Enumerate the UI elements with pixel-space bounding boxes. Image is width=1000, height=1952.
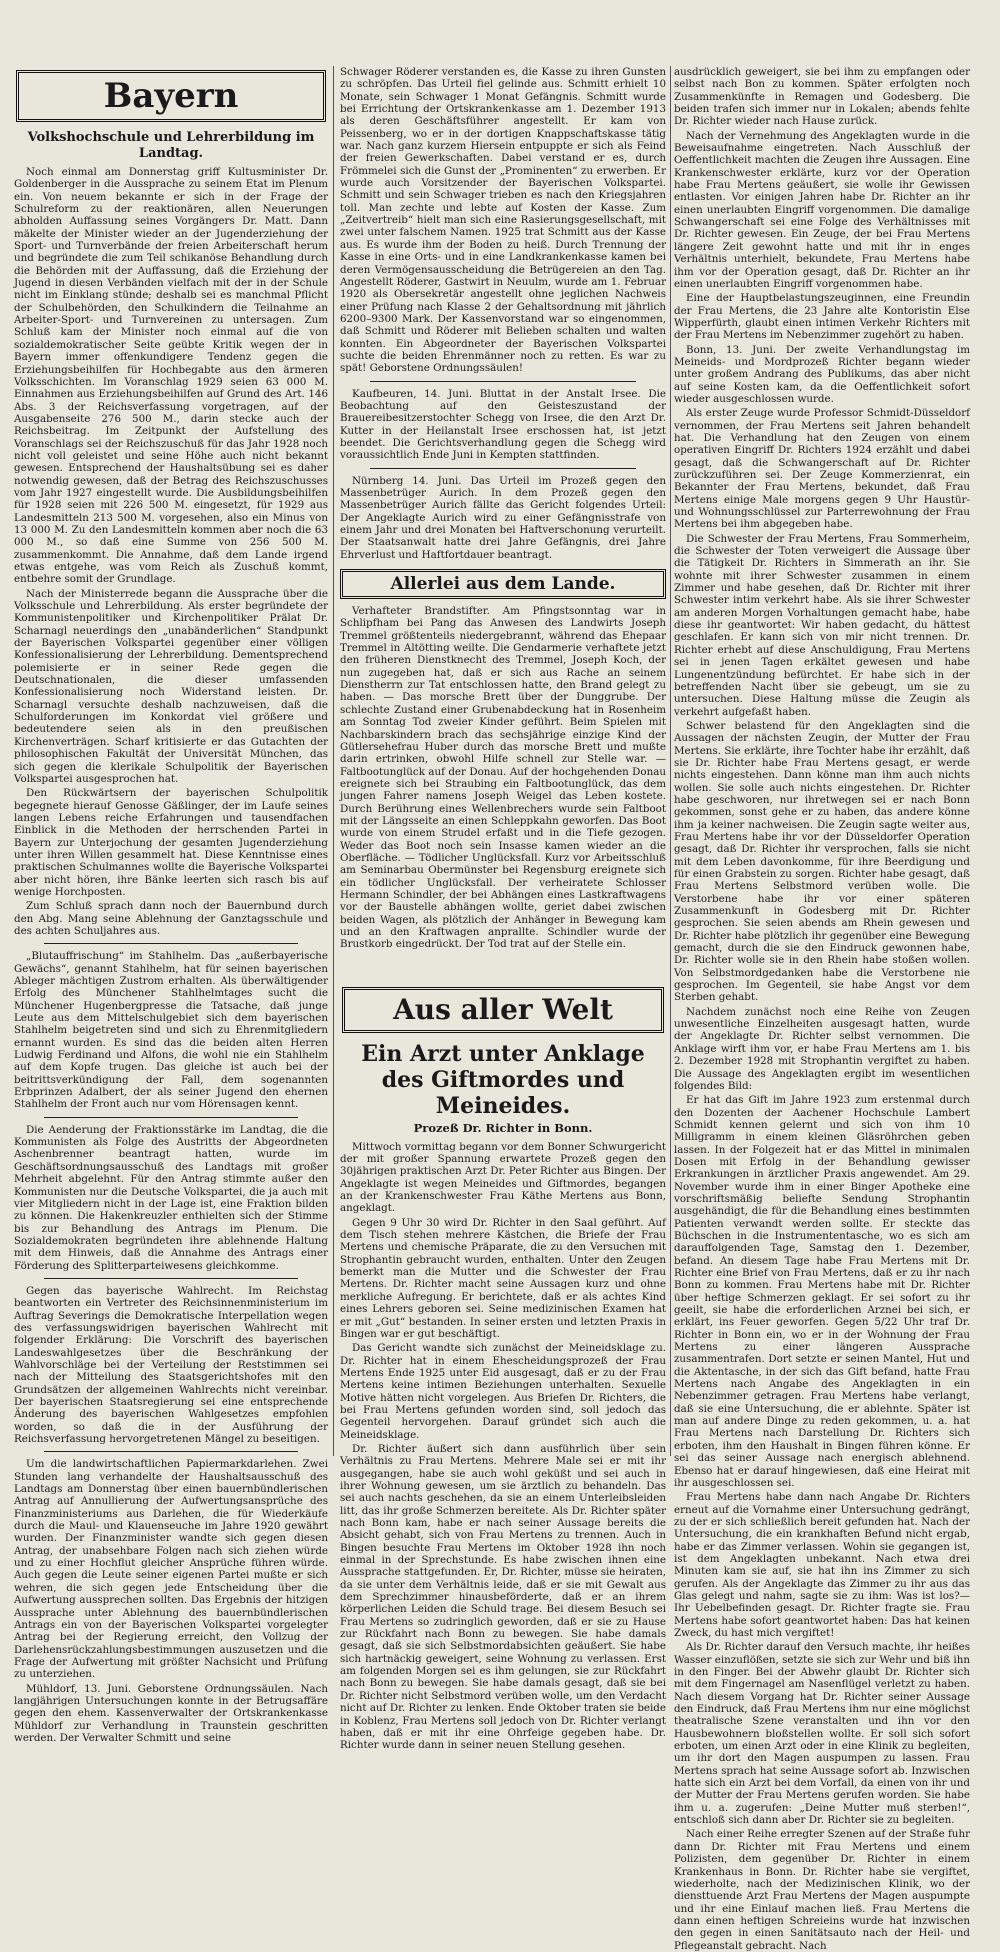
article-subtitle: Prozeß Dr. Richter in Bonn. (413, 1120, 593, 1135)
article-paragraph: Eine der Hauptbelastungszeuginnen, eine Freundin der Frau Mertens, die 23 Jahre alte Kontoristin Else Wipperfürth, glaubt einen intimen Verkehr Richters mit der Frau Mertens im Nebenzimmer zugehört zu haben. (674, 292, 970, 342)
headline-volkshochschule: Volkshochschule und Lehrerbildung im Landtag. (27, 130, 315, 161)
article-paragraph: Bonn, 13. Juni. Der zweite Verhandlungstag im Meineids- und Mordprozeß Richter begann wieder unter großem Andrang des Publikums, das aber nicht auf seine Kosten kam, da die Oeffentlichkeit sofort wieder ausgeschlossen wurde. (674, 343, 970, 405)
divider (370, 381, 636, 382)
divider (370, 468, 636, 469)
article-paragraph: Als erster Zeuge wurde Professor Schmidt-Düsseldorf vernommen, der Frau Mertens seit Jahren behandelt hat. Die Verhandlung hat den Zeugen von einem operativen Eingriff Dr. Richters 1924 erzählt und dabei gesagt, daß die Schwangerschaft auf Dr. Richter zurückzuführen sei. Der Zeuge Kommerzienrat, ein Bekannter der Frau Mertens, bekundet, daß Frau Mertens einige Male morgens gegen 9 Uhr Haustür- und Wohnungsschlüssel zur Parterrewohnung der Frau Mertens bei ihm abgegeben habe. (674, 407, 970, 531)
article-paragraph: Er hat das Gift im Jahre 1923 zum erstenmal durch den Dozenten der Aachener Hochschule Lambert Schmidt kennen gelernt und sich von ihm 10 Milligramm in einem kleinen Gläsröhrchen geben lassen. In der Folgezeit hat er das Mittel in minimalen Dosen mit Erfolg in der Behandlung gewisser Erkrankungen in ärztlicher Praxis angewendet. Am 29. November wurde ihm in einer Binger Apotheke eine vorschriftsmäßig beliefte Sendung Strophantin ausgehändigt, die für die Behandlung eines bestimmten Patienten verwandt werden sollte. Er steckte das Büchschen in die Instrumententasche, wo es sich am darauffolgenden Tage, Samstag den 1. Dezember, befand. An diesem Tage habe Frau Mertens mit Dr. Richter eine Brief von Frau Mertens, daß er zu ihr nach Bonn zu kommen. Frau Mertens habe mit Dr. Richter über heftige Schmerzen geklagt. Er sei sofort zu ihr geeilt, sie habe die erforderlichen Arznei bei sich, er erklärt, ins Feuer geworfen. Gegen 5/22 Uhr traf Dr. Richter in Bonn ein, wo er in der Wohnung der Frau Mertens zu einer längeren Aussprache zusammentrafen. Dort setzte er seinen Mantel, Hut und die Aktentasche, in der sich das Gift befand, hatte Frau Mertens nach Angabe des Angeklagten in ein Nebenzimmer getragen. Frau Mertens habe verlangt, daß sie eine Untersuchung, die er ablehnte. Später ist man auf andere Dinge zu reden gekommen, u. a. hat Frau Mertens nach Darstellung Dr. Richters sich erboten, ihm den Haushalt in Bingen führen könne. Er sei das seiner Aussage nach energisch ablehnend. Ebenso hat er darauf hingewiesen, daß eine Heirat mit ihr ausgeschlossen sei. (674, 1094, 970, 1489)
article-paragraph: Als Dr. Richter darauf den Versuch machte, ihr heißes Wasser einzuflößen, setzte sie sich zur Wehr und biß ihn in den Finger. Bei der Abwehr glaubt Dr. Richter sich mit dem Fingernagel am Nasenflügel verletzt zu haben. Nach diesem Vorgang hat Dr. Richter seiner Aussage den Eindruck, daß Frau Mertens ihm nur eine möglichst theatralische Szene veranstalten und ihn vor den Hausbewohnern bloßstellen wollte. Er soll sich sofort erboten, um einen Arzt oder in eine Klinik zu begleiten, um ihr dort den Magen auspumpen zu lassen. Frau Mertens sprach hat seine Aussage sofort ab. Inzwischen hatte sich ein Arzt bei dem Vorfall, da einen von ihr und der Mutter der Frau Mertens gerufen worden. Sie habe ihm u. a. zugerufen: „Deine Mutter muß sterben!“, entschloß sich dann aber Dr. Richter sie zu begleiten. (674, 1641, 970, 1827)
article-paragraph: Das Gericht wandte sich zunächst der Meineidsklage zu. Dr. Richter hat in einem Ehescheidungsprozeß der Frau Mertens Ende 1925 unter Eid ausgesagt, daß er zu der Frau Mertens keine intimen Beziehungen unterhalten. Sexuelle Motive hätten nicht vorgelegen. Aus Briefen Dr. Richters, die bei Frau Mertens gefunden worden sind, soll jedoch das Gegenteil hervorgehen. Darauf gründet sich auch die Meineidsklage. (340, 1342, 666, 1441)
divider (44, 1278, 298, 1279)
article-paragraph: Zum Schluß sprach dann noch der Bauernbund durch den Abg. Mang seine Ablehnung der Ganztagsschule und des achten Schuljahres aus. (14, 900, 328, 937)
divider (44, 1451, 298, 1452)
news-item-nuernberg: Nürnberg 14. Juni. Das Urteil im Prozeß gegen den Massenbetrüger Aurich. In dem Prozeß gegen den Massenbetrüger Aurich fällte das Gericht folgendes Urteil: Der Angeklagte Aurich wird zu einer Gefängnisstrafe von einem Jahr und drei Monaten bei Haftverschonung verurteilt. Der Staatsanwalt hatte drei Jahre Gefängnis, drei Jahre Ehrverlust und Haftfortdauer beantragt. (340, 474, 666, 561)
article-paragraph: Noch einmal am Donnerstag griff Kultusminister Dr. Goldenberger in die Aussprache zu seinem Etat im Plenum ein. Von neuem bekannte er sich in der Frage der Schulreform zu der reaktionären, allen Neuerungen abholden Auffassung seines Vorgängers Dr. Matt. Dann mäkelte der Minister wieder an der Jugenderziehung der Sport- und Turnverbände der freien Arbeiterschaft herum und begründete die zum Teil schikanöse Behandlung durch die Behörden mit der Auffassung, daß die Erziehung der Jugend in diesen Verbänden vielfach mit der in der Schule nicht im Einklang stünde; deshalb sei es manchmal Pflicht der Schulbehörden, den Schulkindern die Teilnahme an Arbeiter-Sport- und Turnvereinen zu untersagen. Zum Schluß kam der Minister noch einmal auf die von sozialdemokratischer Seite geübte Kritik wegen der in Bayern immer offenkundigere Tendenz gegen die Erziehungsbeihilfen für Hochbegabte aus den ärmeren Volksschichten. Im Voranschlag 1929 seien 63 000 M. Einnahmen aus Erziehungsbeihilfen auf Grund des Art. 146 Abs. 3 der Reichsverfassung vorgetragen, auf der Ausgabenseite 276 500 M., darin stecke auch der Reichsbeitrag. Im Zeitpunkt der Aufstellung des Voranschlags sei der Reichszuschuß für das Jahr 1928 noch nicht voll geleistet und seine Höhe auch nicht bekannt gewesen. Entsprechend der Haushaltsübung sei es daher notwendig gewesen, daß der Betrag des Reichszuschusses vom Jahr 1927 eingestellt wurde. Die Ausbildungsbeihilfen für 1928 seien mit 226 500 M. eingesetzt, für 1929 aus Landesmitteln 213 500 M. vorgesehen, also ein Minus von 13 000 M. Zu den Landesmitteln kommen aber noch die 63 000 M., so daß eine Summe von 256 500 M. zusammenkommt. Die Annahme, daß dem Lande irgend etwas entgehe, was vom Reich als Zuschuß kommt, entbehre somit der Grundlage. (14, 166, 328, 586)
divider (44, 1117, 298, 1118)
article-paragraph: Die Schwester der Frau Mertens, Frau Sommerheim, die Schwester der Toten verweigert die Aussage über die Tätigkeit Dr. Richters in Simmerath an ihr. Sie wohnte mit ihrer Schwester zusammen in einem Zimmer und habe gesehen, daß Dr. Richter mit ihrer Schwester intim verkehrt habe. Als sie ihrer Schwester am anderen Morgen Vorhaltungen gemacht habe, habe diese ihr geantwortet: Wir haben gedacht, du hättest geschlafen. Er kann sich von mir nicht trennen. Dr. Richter erhebt auf diese Anschuldigung, Frau Mertens sei in jenen Tagen erkältet gewesen und habe Lungenentzündung befürchtet. Er habe sich in der betreffenden Nacht über sie gebeugt, um sie zu untersuchen. Diese Haltung müsse die Zeugin als verkehrt aufgefaßt haben. (674, 532, 970, 718)
article-continuation: ausdrücklich geweigert, sie bei ihm zu empfangen oder selbst nach Bon zu kommen. Später erfolgten noch Zusammenkünfte in Remagen und Godesberg. Die beiden trafen sich immer nur in Lokalen; abends fehlte Dr. Richter wieder nach Hause zurück. (674, 66, 970, 128)
article-paragraph: Mittwoch vormittag begann vor dem Bonner Schwurgericht der mit großer Spannung erwartete Prozeß gegen den 30jährigen praktischen Arzt Dr. Peter Richter aus Bingen. Der Angeklagte ist wegen Meineides und Giftmordes, begangen an der Krankenschwester Frau Käthe Mertens aus Bonn, angeklagt. (340, 1140, 666, 1215)
news-item-brandstifter: Verhafteter Brandstifter. Am Pfingstsonntag war in Schlipfham bei Pang das Anwesen des Landwirts Joseph Tremmel größtenteils niedergebrannt, während das Ehepaar Tremmel in Altötting weilte. Die Gendarmerie verhaftete jetzt den früheren Dienstknecht des Tremmel, Joseph Koch, der nun zugegeben hat, daß er sich aus Rache an seinem Dienstherrn zur Tat entschlossen hatte, den Brand gelegt zu haben. — Das morsche Brett über der Dunggrube. Der schlechte Zustand einer Grubenabdeckung hat in Rosenheim am Sonntag Tod zweier Kinder geführt. Beim Spielen mit Nachbarskindern brach das sechsjährige einzige Kind der Gütlersehefrau Huber durch das morsche Brett und mußte darin ertrinken, obwohl Hilfe schnell zur Stelle war. — Faltbootunglück auf der Donau. Auf der hochgehenden Donau ereignete sich bei Straubing ein Faltbootunglück, das dem jungen Fahrer namens Joseph Weigel das Leben kostete. Durch Berührung eines Wellenbrechers wurde sein Faltboot mit der Längsseite an einen Schleppkahn geworfen. Das Boot wurde von einem Strudel erfaßt und in die Tiefe gezogen. Weder das Boot noch sein Insasse kamen wieder an die Oberfläche. — Tödlicher Unglücksfall. Kurz vor Arbeitsschluß am Seminarbau Obermünster bei Regensburg ereignete sich ein tödlicher Unglücksfall. Der verheiratete Schlosser Hermann Schindler, der bei Abhängen eines Lastkraftwagens vor der Baustelle abhängen wollte, geriet dabei zwischen beiden Wagen, als plötzlich der Anhänger in Bewegung kam und an den Kraftwagen anprallte. Schindler wurde der Brustkorb eingedrückt. Der Tod trat auf der Stelle ein. (340, 605, 666, 951)
article-paragraph: Gegen 9 Uhr 30 wird Dr. Richter in den Saal geführt. Auf dem Tisch stehen mehrere Kästchen, die Briefe der Frau Mertens und chemische Präparate, die zu den Versuchen mit Strophantin gebraucht wurden, enthalten. Unter den Zeugen bemerkt man die Mutter und die Schwester der Frau Mertens. Dr. Richter macht seine Aussagen kurz und ohne merkliche Aufregung. Er berichtete, daß er als achtes Kind eines Lehrers geboren sei. Seine medizinischen Examen hat er mit „Gut“ bestanden. In seiner ersten und letzten Praxis in Bingen war er gut beschäftigt. (340, 1216, 666, 1340)
section-header-allerlei: Allerlei aus dem Lande. (340, 569, 666, 599)
news-item-papiermarkdarlehen: Um die landwirtschaftlichen Papiermarkdarlehen. Zwei Stunden lang verhandelte der Haushaltsausschuß des Landtags am Donnerstag über einen bauernbündlerischen Antrag auf Annullierung der Aufwertungsansprüche des Finanzministeriums aus Darlehen, die für Wiederkäufe durch die Maul- und Klauenseuche im Jahre 1920 gewährt wurden. Der Finanzminister wandte sich gegen diesen Antrag, der unabsehbare Folgen nach sich ziehen würde und zu einer Hochflut gleicher Ansprüche führen würde. Auch gegen die Leute seiner eigenen Partei mußte er sich wehren, die sich gegen jede Entscheidung über die Aufwertung aussprechen sollten. Das Ergebnis der hitzigen Aussprache unter Ablehnung des bauernbündlerischen Antrags ein von der Bayerischen Volkspartei vorgelegter Antrag bei der Regierung erreicht, den Vollzug der Darlehensrückzahlungsbestimmungen auszusetzen und die Frage der Aufwertung mit größter Nachsicht und Prüfung zu unterziehen. (14, 1458, 328, 1681)
column-1 (14, 66, 328, 1744)
article-continuation: Schwager Röderer verstanden es, die Kasse zu ihren Gunsten zu schröpfen. Das Urteil fiel gelinde aus. Schmitt erhielt 10 Monate, sein Schwager 1 Monat Gefängnis. Schmitt wurde bei Errichtung der Ortskrankenkasse am 1. Dezember 1913 als deren Geschäftsführer angestellt. Er kam von Peissenberg, wo er in der dortigen Knappschaftskasse tätig war. Nach ganz kurzem Hiersein entpuppte er sich als Feind der freien Gewerkschaften. Dabei verstand er es, durch Frömmelei sich die Gunst der „Prominenten“ zu erwerben. Er wurde auch Vorsitzender der Bayerischen Volkspartei. Schmitt und sein Schwager trieben es nach den Kriegsjahren toll. Man zechte und lebte auf Kosten der Kasse. Zum „Zeitvertreib“ hielt man sich eine Rasierungsgesellschaft, mit zwei unter falschem Namen. 1925 trat Schmitt aus der Kasse aus. Es wurde ihm der Boden zu heiß. Durch Trennung der Kasse in eine Orts- und in eine Landkrankenkasse kamen bei deren Vermögensausscheidung die Betrügereien an den Tag. Angestellt Röderer, Gastwirt in Neuulm, wurde am 1. Februar 1920 als Obersekretär angestellt ohne jeglichen Nachweis einer Prüfung nach Klasse 2 der Gehaltsordnung mit jährlich 6200–9300 Mark. Der Kassenvorstand war so eingenommen, daß Schmitt und Röderer mit Belieben schalten und walten konnten. Ein Abgeordneter der Bayerischen Volkspartei suchte die beiden Ehrenmänner noch zu retten. Es war zu spät! Geborstene Ordnungssäulen! (340, 66, 666, 375)
article-paragraph: Nach der Vernehmung des Angeklagten wurde in die Beweisaufnahme eingetreten. Nach Ausschluß der Oeffentlichkeit machten die Zeugen ihre Aussagen. Eine Krankenschwester erklärte, kurz vor der Operation habe Frau Mertens geäußert, sie wolle ihr Gewissen entlasten. Vor einigen Jahren habe Dr. Richter an ihr einen unerlaubten Eingriff vorgenommen. Die damalige Schwangerschaft sei eine Folge des Verhältnisses mit Dr. Richter gewesen. Ein Zeuge, der bei Frau Mertens längere Zeit gewohnt hatte und mit ihr in enges Verhältnis unterhielt, bekundete, Frau Mertens habe ihm vor der Operation gesagt, daß Dr. Richter an ihr einen unerlaubten Eingriff vorgenommen habe. (674, 129, 970, 290)
article-paragraph: Nach einer Reihe erregter Szenen auf der Straße fuhr dann Dr. Richter mit Frau Mertens und einem Polizisten, dem gegenüber Dr. Richter in einem Krankenhaus in Bonn. Dr. Richter habe sie vergiftet, wiederholte, nach der Medizinischen Klinik, wo der diensttuende Arzt Frau Mertens der Magen auspumpte und ihr eine Einlauf machen ließ. Frau Mertens die dann einen heftigen Schreieins wurde hat inzwischen den gegen in einen Sanitätsauto nach der Heil- und Pflegeanstalt gebracht. Nach (674, 1828, 970, 1952)
article-paragraph: Frau Mertens habe dann nach Angabe Dr. Richters erneut auf die Vornahme einer Untersuchung gedrängt, zu der er sich schließlich bereit gefunden hat. Nach der Untersuchung, die ein krankhaften Befund nicht ergab, habe er das Zimmer verlassen. Wohin sie gegangen ist, ist dem Angeklagten unbekannt. Nach etwa drei Minuten kam sie auf, sie hat ihn ins Zimmer zu sich gerufen. Als der Angeklagte das Zimmer zu ihr aus das Glas gelegt und nahm, sagte sie zu ihm: Was ist los?—Ihr Uebelbefinden gesagt. Dr. Richter fragte sie. Frau Mertens habe sofort geantwortet haben: Das hat keinen Zweck, du hast mich vergiftet! (674, 1491, 970, 1639)
article-paragraph: Nach der Ministerrede begann die Aussprache über die Volksschule und Lehrerbildung. Als erster begründete der Kommunistenpolitiker und Kirchenpolitiker Prälat Dr. Scharnagl neuerdings den „unabänderlichen“ Standpunkt der Bayerischen Volkspartei gegenüber einer völligen Konfessionalisierung der Lehrerbildung. Dementsprechend polemisierte er in seiner Rede gegen die Deutschnationalen, die dieser umfassenden Konfessionalisierung noch Widerstand leisten. Dr. Scharnagl versuchte deshalb nachzuweisen, daß die Schulforderungen im Konkordat viel größere und bedeutendere seien als in den preußischen Kirchenverträgen. Scharf kritisierte er das Gutachten der philosophischen Fakultät der Universität München, das sich gegen die klerikale Schulpolitik der Bayerischen Volkspartei ausgesprochen hat. (14, 587, 328, 785)
column-rule (333, 66, 334, 1456)
spacer (340, 953, 666, 983)
column-3 (674, 66, 970, 1952)
column-2 (340, 66, 666, 1752)
article-paragraph: Dr. Richter äußert sich dann ausführlich über sein Verhältnis zu Frau Mertens. Mehrere Male sei er mit ihr ausgegangen, habe sie auch wohl geküßt und sei auch in ihrer Wohnung gewesen, um sie ärztlich zu behandeln. Das sei auch nachts geschehen, da sie an einem Unterleibsleiden litt, das ihr große Schmerzen bereitete. Als Dr. Richter später nach Bonn kam, habe er nach seiner Aussage bereits die Absicht gehabt, sich von Frau Mertens zu trennen. Auch in Bingen besuchte Frau Mertens im Oktober 1928 ihn noch einmal in der Sprechstunde. Es habe zwischen ihnen eine Aussprache stattgefunden. Er, Dr. Richter, müsse sie heiraten, da sie unter dem Verhältnis leide, daß er sie mit Gewalt aus dem Sprechzimmer hinausbeförderte, daß er an ihrem körperlichen Leiden die Schuld trage. Bei diesem Besuch sei Frau Mertens so zudringlich geworden, daß er sie zu Hause zur Rückfahrt nach Bonn zu bewegen. Sie habe damals gesagt, daß sie sich Selbstmordabsichten geäußert. Sie habe sich hartnäckig geweigert, seine Wohnung zu verlassen. Erst am folgenden Morgen sei es ihm gelungen, sie zur Rückfahrt nach Bonn zu bewegen. Sie habe damals gesagt, daß sie bei Dr. Richter nicht Selbstmord verüben wolle, um den Verdacht nicht auf Dr. Richter zu lenken. Ende Oktober traten sie beide in Koblenz, Frau Mertens soll jedoch von Dr. Richter verlangt haben, daß er mit ihr eine Ohrfeige gegeben habe. Dr. Richter wurde dann in seiner neuen Stellung gesehen. (340, 1442, 666, 1752)
article-paragraph: Schwer belastend für den Angeklagten sind die Aussagen der nächsten Zeugin, der Mutter der Frau Mertens. Sie erklärte, ihre Tochter habe ihr erzählt, daß sie Dr. Richter habe Frau Mertens gesagt, er werde nichts eingestehen. Dann könne man ihm auch nichts wollen. Sie solle auch nichts eingestehen. Dr. Richter habe geschworen, nur ihretwegen sei er nach Bonn gekommen, sonst gehe er zu haben, das andere könne ihm ja keiner nachweisen. Die Zeugin sagte weiter aus, Frau Mertens habe ihr vor der Düsseldorfer Operation gesagt, daß Dr. Richter ihr versprochen, falls sie nicht mit dem Leben davonkomme, für ihre Beerdigung und für einen Grabstein zu sorgen. Richter habe gesagt, daß Frau Mertens Selbstmord verüben wolle. Die Verstorbene habe ihr vor einer späteren Zusammenkunft in Godesberg mit Dr. Richter gesprochen. Sie seien abends am Rhein gewesen und Dr. Richter habe plötzlich ihr gegenüber eine Bewegung gemacht, durch die sie den Eindruck gewonnen habe, Dr. Richter wolle sie in den Rhein habe stoßen wollen. Von Selbstmordgedanken habe die Verstorbene nie gesprochen. Im Gegenteil, sie habe Angst vor dem Sterben gehabt. (674, 719, 970, 1004)
divider (44, 943, 298, 944)
section-header-bayern: Bayern (16, 70, 326, 122)
news-item-fraktionsstaerke: Die Aenderung der Fraktionsstärke im Landtag, die die Kommunisten als Folge des Austritts der Abgeordneten Aschenbrenner beantragt hatten, wurde im Geschäftsordnungsausschuß des Landtags mit großer Mehrheit abgelehnt. Für den Antrag stimmte außer den Kommunisten nur die Deutsche Volkspartei, die ja auch mit vier Mitgliedern nicht in der Lage ist, eine Fraktion bilden zu können. Die Hakenkreuzler enthielten sich der Stimme bis zur Behandlung des Antrags im Plenum. Die Sozialdemokraten begründeten ihre ablehnende Haltung mit dem Hinweis, daß die Annahme des Antrags einer Förderung des Splitterparteiwesens gleichkomme. (14, 1123, 328, 1272)
news-item-muehldorf: Mühldorf, 13. Juni. Geborstene Ordnungssäulen. Nach langjährigen Untersuchungen konnte in der Betrugsaffäre gegen den ehem. Kassenverwalter der Ortskrankenkasse Mühldorf zur Verhandlung in Traunstein geschritten werden. Der Verwalter Schmitt und seine (14, 1682, 328, 1744)
article-paragraph: Nachdem zunächst noch eine Reihe von Zeugen unwesentliche Einzelheiten ausgesagt hatten, wurde der Angeklagte Dr. Richter selbst vernommen. Die Anklage wirft ihm vor, er habe Frau Mertens am 1. bis 2. Dezember 1928 mit Strophantin vergiftet zu haben. Die Aussage des Angeklagten ergibt im wesentlichen folgendes Bild: (674, 1005, 970, 1092)
news-item-wahlrecht: Gegen das bayerische Wahlrecht. Im Reichstag beantworten ein Vertreter des Reichsinnenministerium im Auftrag Severings die Demokratische Interpellation wegen des verfassungswidrigen bayerischen Wahlrecht mit folgender Erklärung: Die Vorschrift des bayerischen Landeswahlgesetzes über die Beschränkung der Wahlvorschläge bei der Verteilung der Reststimmen sei nach der Mitteilung des Staatsgerichtshofes mit den Grundsätzen der allgemeinen Wahlrechts nicht vereinbar. Der bayerischen Staatsregierung sei eine entsprechende Änderung des bayerischen Wahlgesetzes empfohlen worden, so daß die in der Ausführung der Reichsverfassung hervorgetretenen Mängel zu beseitigen. (14, 1284, 328, 1446)
column-rule (670, 66, 671, 1456)
article-title: Ein Arzt unter Anklage des Giftmordes und Meineides. (361, 1040, 645, 1119)
section-header-aus-aller-welt: Aus aller Welt (342, 987, 664, 1033)
news-item-stahlhelm: „Blutauffrischung“ im Stahlhelm. Das „außerbayerische Gewächs“, genannt Stahlhelm, hat für seinen bayerischen Ableger mächtigen Zustrom erhalten. Als überwältigender Erfolg des Münchener Stahlhelmtages sucht die Münchener Hugenbergpresse die Tatsache, daß junge Leute aus dem Mittelschulgebiet sich dem bayerischen Stahlhelm beigetreten sind und sich zu Ehrenmitgliedern ernannt wurden. Es sind das die beiden alten Herren Ludwig Ferdinand und Alfons, die wohl nie ein Stahlhelm auf dem Kopfe trugen. Das gleiche ist auch bei der beitrittsverkündigung der Fall, dem sogenannten Erbprinzen Adalbert, der als seiner Jugend den ehernen Stahlhelm der Front auch nur vom Hörensagen kennt. (14, 950, 328, 1111)
news-item-kaufbeuren: Kaufbeuren, 14. Juni. Bluttat in der Anstalt Irsee. Die Beobachtung auf den Geisteszustand der Brauereibesitzerstochter Schegg von Irsee, die den Arzt Dr. Kutter in der Heilanstalt Irsee erschossen hat, ist jetzt beendet. Die Gerichtsverhandlung gegen die Schegg wird voraussichtlich Ende Juni in Kempten stattfinden. (340, 387, 666, 462)
article-paragraph: Den Rückwärtsern der bayerischen Schulpolitik begegnete hierauf Genosse Gäßlinger, der im Laufe seines langen Lebens reiche Erfahrungen und tausendfachen Einblick in die Methoden der herrschenden Partei in Bayern zur Unterjochung der gesamten Jugenderziehung unter ihren Willen gesammelt hat. Diese Kenntnisse eines praktischen Schulmannes wollte die Bayerische Volkspartei aber nicht hören, ihre Bänke leerten sich rasch bis auf wenige Horchposten. (14, 787, 328, 898)
